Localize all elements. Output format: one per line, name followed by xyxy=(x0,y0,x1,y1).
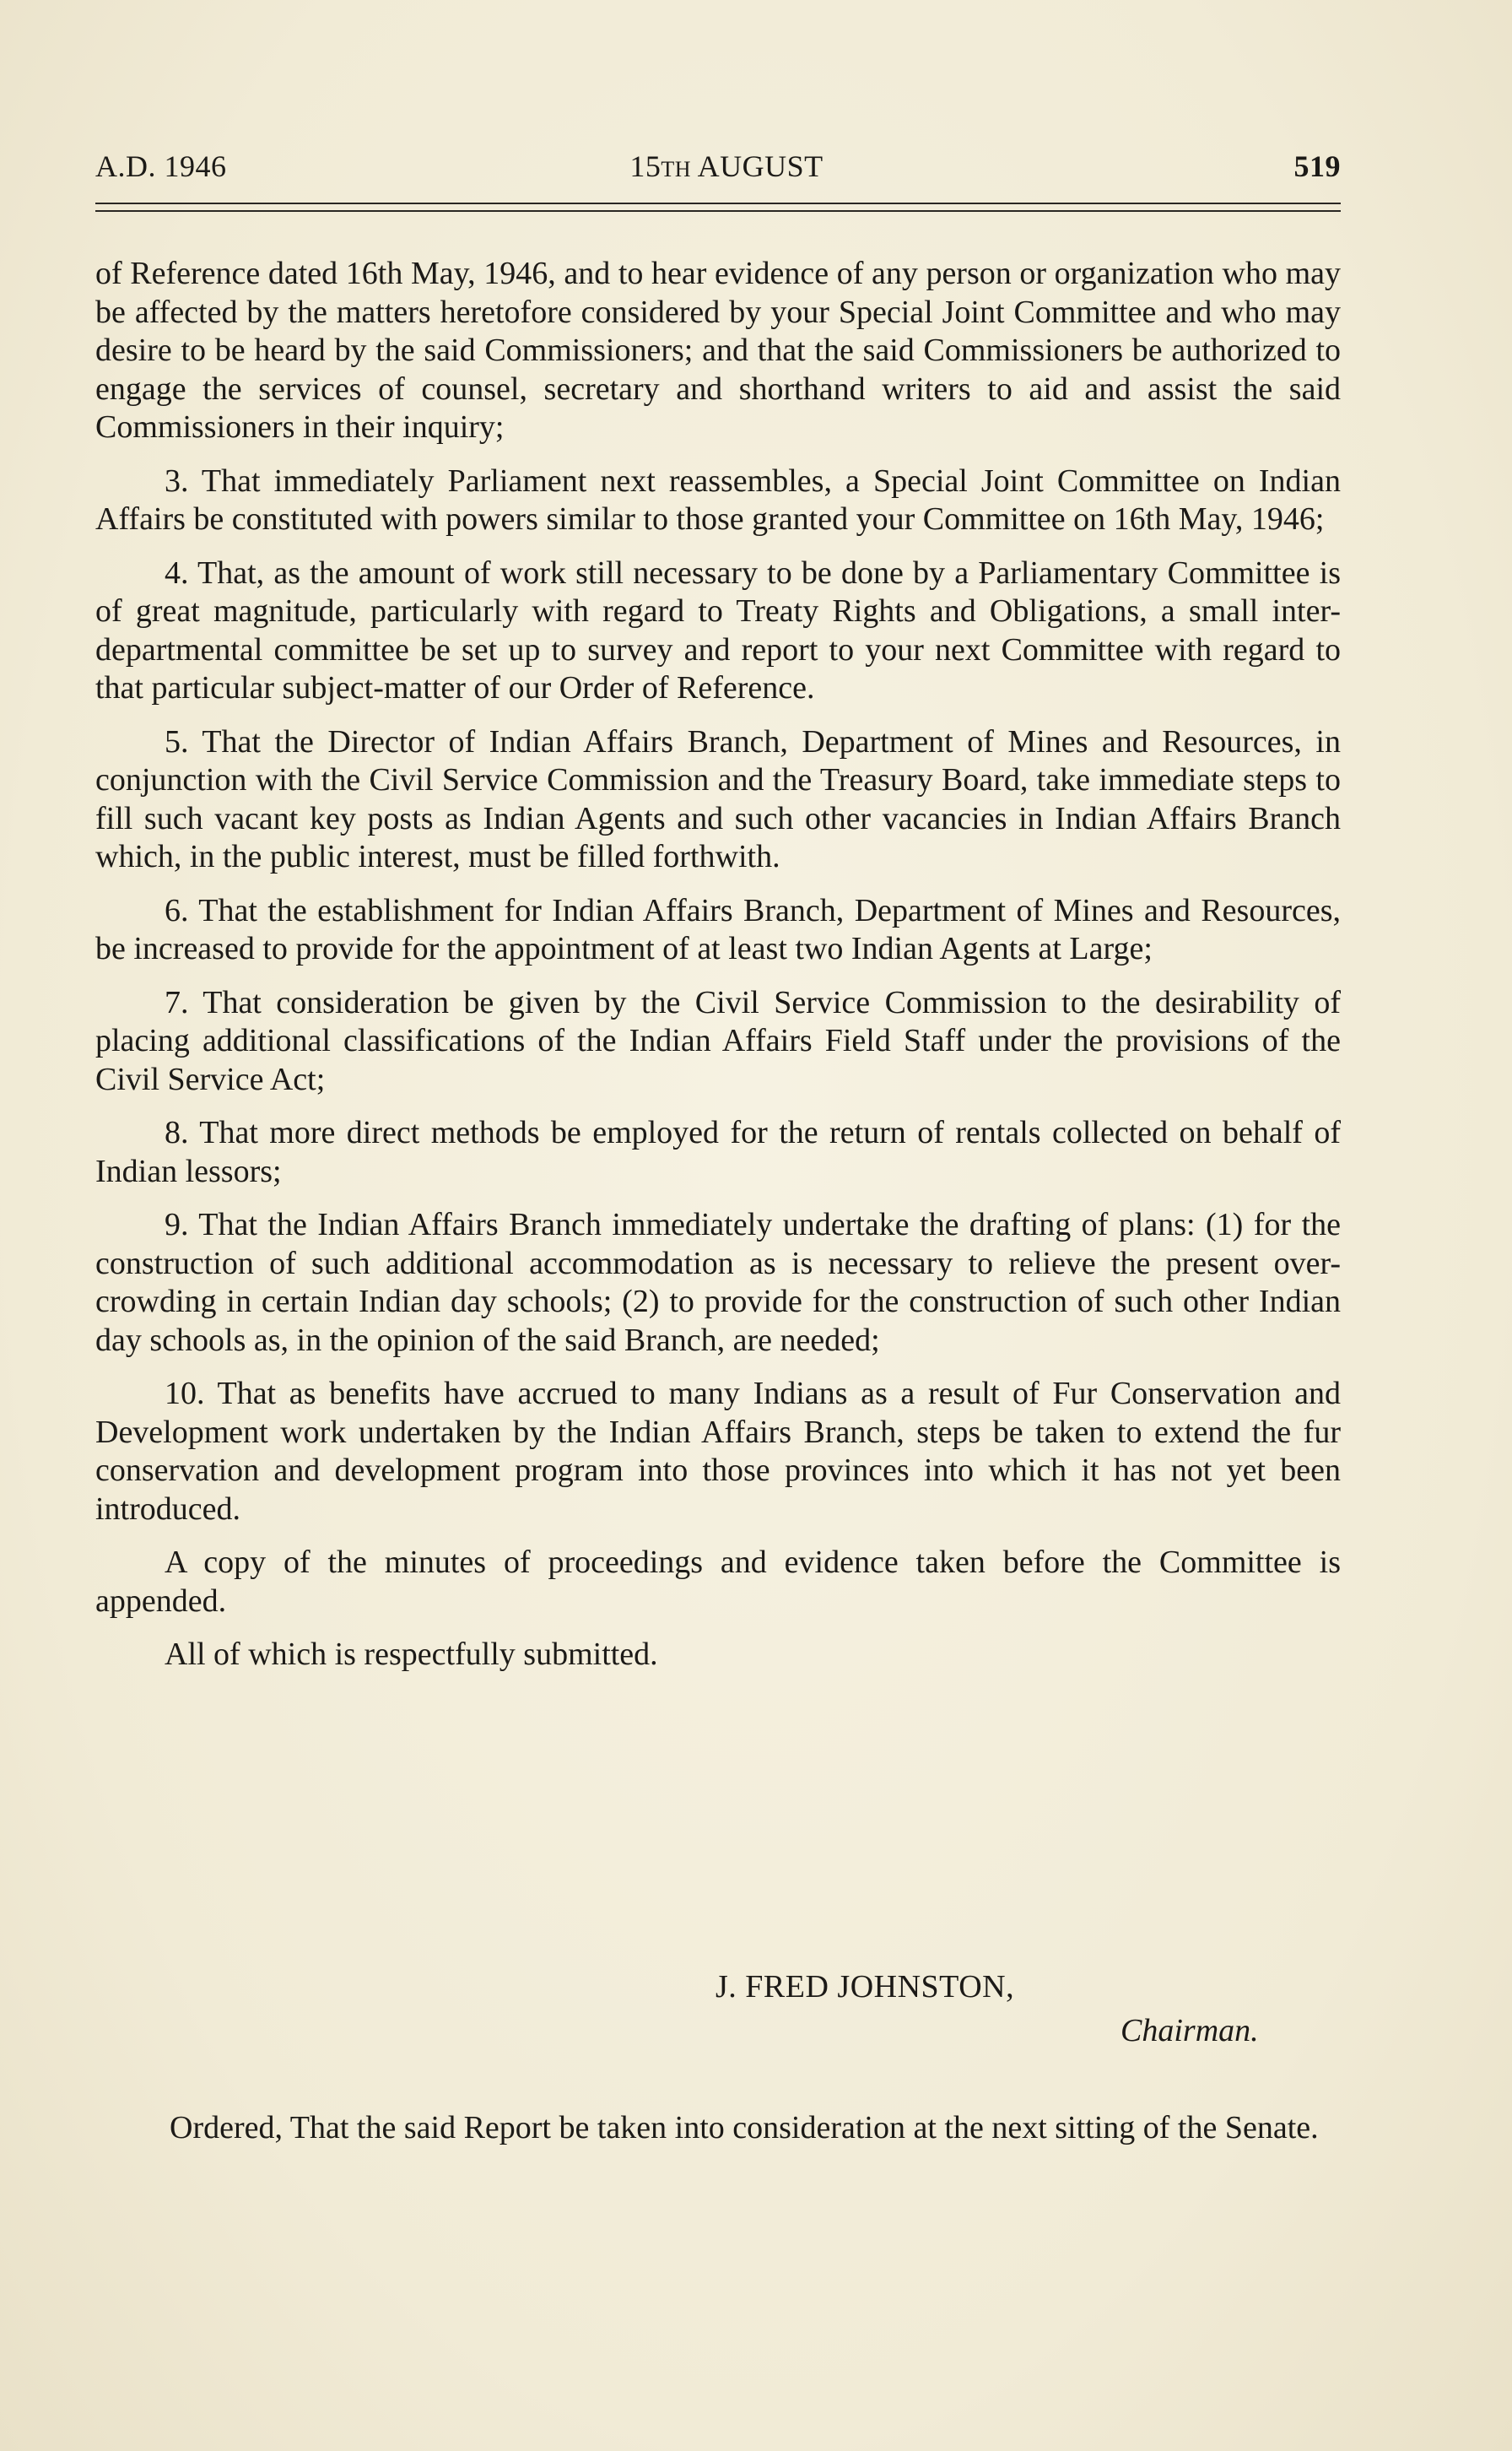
header-date xyxy=(95,149,1341,184)
header-date-month: AUGUST xyxy=(691,149,824,183)
paragraph-item-4: 4. That, as the amount of work still necessary to be done by a Parliamentary Committee is of great magnitude, particularly with regard to Treaty Rights and Obligations, a small inter-departmental committee be set up to survey and report to your next Committee with regard to that particular subject-matter of our Order of Reference. xyxy=(95,555,1341,706)
header-date-day: 15 xyxy=(629,149,662,183)
paragraph-continuation: of Reference dated 16th May, 1946, and to hear evidence of any person or organization who may be affected by the matters heretofore considered by your Special Joint Committee and who may desire to be heard by the said Commissioners; and that the said Commissioners be authorized to engage the services of counsel, secretary and shorthand writers to aid and assist the said Commissioners in their inquiry; xyxy=(95,256,1341,445)
header-date-ordinal: TH xyxy=(661,157,692,181)
header-rule-bottom xyxy=(95,210,1341,212)
paragraph-item-3: 3. That immediately Parliament next reassembles, a Special Joint Committee on Indian Affairs be constituted with powers similar to those granted your Committee on 16th May, 1946; xyxy=(95,463,1341,537)
paragraph-item-7: 7. That consideration be given by the Civil Service Commission to the desirability of placing additional classifications of the Indian Affairs Field Staff under the provisions of the Civil Service Act; xyxy=(95,984,1341,1097)
signatory-title: Chairman. xyxy=(1120,2013,1259,2048)
header-year: A.D. 1946 xyxy=(95,149,227,183)
page-number: 519 xyxy=(1293,149,1341,183)
running-header xyxy=(95,149,1341,199)
paragraph-item-5: 5. That the Director of Indian Affairs Branch, Department of Mines and Resources, in conjunction with the Civil Service Commission and the Treasury Board, take immediate steps to fill such vacant key posts as Indian Agents and such other vacancies in Indian Affairs Branch which, in the public interest, must be filled forthwith. xyxy=(95,723,1341,874)
paragraph-submission: All of which is respectfully submitted. xyxy=(165,1637,658,1672)
report-body xyxy=(95,255,1341,1690)
paragraph-item-8: 8. That more direct methods be employed for the return of rentals collected on behalf of Indian lessors; xyxy=(95,1115,1341,1189)
signatory-name: J. FRED JOHNSTON, xyxy=(716,1969,1015,2005)
paragraph-item-6: 6. That the establishment for Indian Affairs Branch, Department of Mines and Resources, be increased to provide for the appointment of at least two Indian Agents at Large; xyxy=(95,892,1341,966)
paragraph-item-10: 10. That as benefits have accrued to many Indians as a result of Fur Conservation and Development work undertaken by the Indian Affairs Branch, steps be taken to extend the fur conservation and development program into those provinces into which it has not yet been introduced. xyxy=(95,1376,1341,1527)
paragraph-item-9: 9. That the Indian Affairs Branch immediately undertake the drafting of plans: (1) for the construction of such additional accommodation as is necessary to relieve the present over-crowding in certain Indian day schools; (2) to provide for the construction of such other Indian day schools as, in the opinion of the said Branch, are needed; xyxy=(95,1207,1341,1358)
closing-order: Ordered, That the said Report be taken into consideration at the next sitting of the Senate. xyxy=(170,2110,1319,2145)
paragraph-appendix-note: A copy of the minutes of proceedings and evidence taken before the Committee is appended. xyxy=(95,1545,1341,1619)
header-rule-top xyxy=(95,203,1341,204)
